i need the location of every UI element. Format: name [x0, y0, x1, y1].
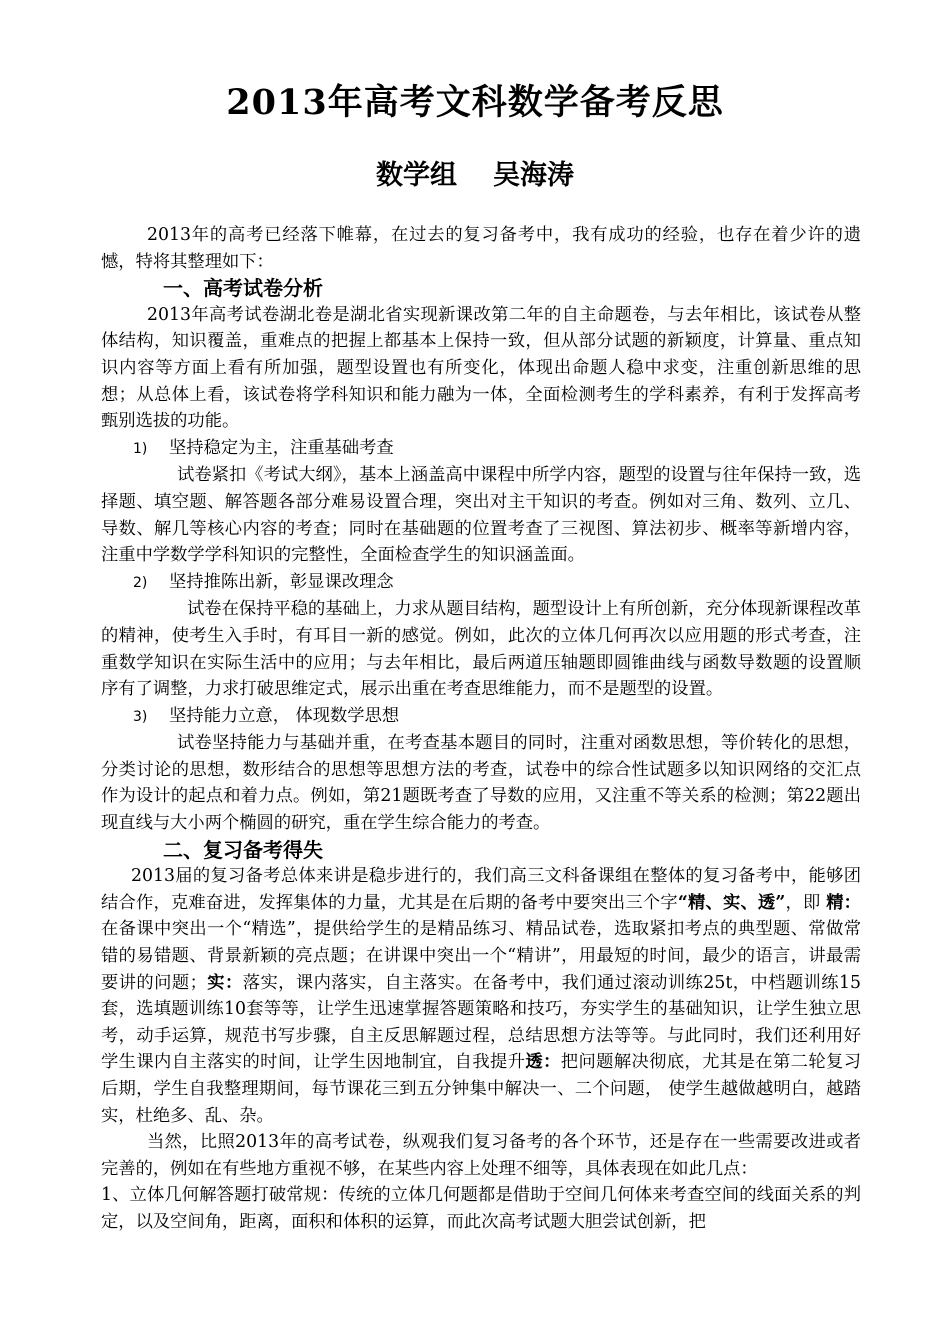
p1-part-e: 把问题解决彻底，尤其是在第二轮复习后期，学生自我整理期间，每节课花三到五分钟集中解决一、二个问题， 使学生越做越明白，越踏实，杜绝多、乱、杂。	[101, 1052, 861, 1126]
intro-paragraph: 2013年的高考已经落下帷幕，在过去的复习备考中，我有成功的经验，也存在着少许的遗憾，特将其整理如下：	[101, 225, 861, 272]
section2-paragraph-2: 当然，比照2013年的高考试卷，纵观我们复习备考的各个环节，还是存在一些需要改进或者完善的，例如在有些地方重视不够，在某些内容上处理不细等，具体表现在如此几点：	[101, 1132, 861, 1179]
item-2-number: 2)	[133, 574, 148, 591]
section2-paragraph-1	[101, 863, 861, 1129]
section2-heading: 二、复习备考得失	[163, 837, 323, 862]
section1-item-2-title	[101, 569, 861, 597]
section1-item-3-text: 试卷坚持能力与基础并重，在考查基本题目的同时，注重对函数思想，等价转化的思想，分类讨论的思想，数形结合的思想等思想方法的考查，试卷中的综合性试题多以知识网络的交汇点作为设计的起点和着力点。例如，第21题既考查了导数的应用，又注重不等关系的检测；第22题出现直线与大小两个椭圆的研究，重在学生综合能力的考查。	[101, 733, 861, 834]
section1-item-1-text: 试卷紧扣《考试大纲》，基本上涵盖高中课程中所学内容，题型的设置与往年保持一致，选择题、填空题、解答题各部分难易设置合理，突出对主干知识的考查。例如对三角、数列、立几、导数、解几等核心内容的考查；同时在基础题的位置考查了三视图、算法初步、概率等新增内容，注重中学数学学科知识的完整性，全面检查学生的知识涵盖面。	[101, 465, 861, 566]
section1-item-2-text: 试卷在保持平稳的基础上，力求从题目结构，题型设计上有所创新，充分体现新课程改革的精神，使考生入手时，有耳目一新的感觉。例如，此次的立体几何再次以应用题的形式考查，注重数学知识在实际生活中的应用；与去年相比，最后两道压轴题即圆锥曲线与函数导数题的设置顺序有了调整，力求打破思维定式，展示出重在考查思维能力，而不是题型的设置。	[101, 599, 861, 700]
p1-tou: 透：	[525, 1052, 561, 1073]
section1-heading: 一、高考试卷分析	[163, 276, 323, 301]
item-3-number: 3)	[133, 708, 148, 725]
item-1-number: 1)	[133, 440, 148, 457]
subtitle-group: 数学组	[376, 160, 457, 191]
section2-paragraph-3: 1、立体几何解答题打破常规：传统的立体几何题都是借助于空间几何体来考查空间的线面关系的判定，以及空间角，距离，面积和体积的运算，而此次高考试题大胆尝试创新，把	[101, 1185, 861, 1232]
p1-part-c: 在备课中突出一个“精选”，提供给学生的是精品练习、精品试卷，选取紧扣考点的典型题、常做常错的易错题、背景新颖的亮点题；在讲课中突出一个“精讲”，用最短的时间，最少的语言，讲最需要讲的问题；	[101, 919, 861, 993]
p1-jing: 精：	[826, 892, 861, 913]
p1-shi: 实：	[206, 972, 243, 993]
item-1-title: 坚持稳定为主，注重基础考查	[169, 437, 394, 458]
section1-item-1-title	[101, 435, 861, 463]
item-3-title: 坚持能力立意， 体现数学思想	[169, 705, 400, 726]
subtitle-author: 吴海涛	[493, 160, 574, 191]
document-subtitle	[0, 156, 950, 196]
document-body	[101, 222, 861, 1236]
item-2-title: 坚持推陈出新，彰显课改理念	[169, 571, 394, 592]
p1-part-b: ，即	[785, 892, 827, 913]
p1-keywords: “精、实、透”	[677, 892, 786, 913]
document-title: 2013年高考文科数学备考反思	[226, 82, 724, 123]
p1-part-d: 落实，课内落实，自主落实。在备考中，我们通过滚动训练25t，中档题训练15套，选填题训练10套等等，让学生迅速掌握答题策略和技巧，夯实学生的基础知识，让学生独立思考，动手运算，规范书写步骤，自主反思解题过程，总结思想方法等等。与此同时，我们还利用好学生课内自主落实的时间，让学生因地制宜，自我提升	[101, 972, 861, 1073]
section1-item-3-title	[101, 703, 861, 731]
p1-part-a: 2013届的复习备考总体来讲是稳步进行的，我们高三文科备课组在整体的复习备考中，能够团结合作，克难奋进，发挥集体的力量，尤其是在后期的备考中要突出三个字	[101, 866, 861, 913]
section1-paragraph: 2013年高考试卷湖北卷是湖北省实现新课改第二年的自主命题卷，与去年相比，该试卷从整体结构，知识覆盖，重难点的把握上都基本上保持一致，但从部分试题的新颖度，计算量、重点知识内容等方面上看有所加强，题型设置也有所变化，体现出命题人稳中求变，注重创新思维的思想；从总体上看，该试卷将学科知识和能力融为一体，全面检测考生的学科素养，有利于发挥高考甄别选拔的功能。	[101, 304, 861, 432]
